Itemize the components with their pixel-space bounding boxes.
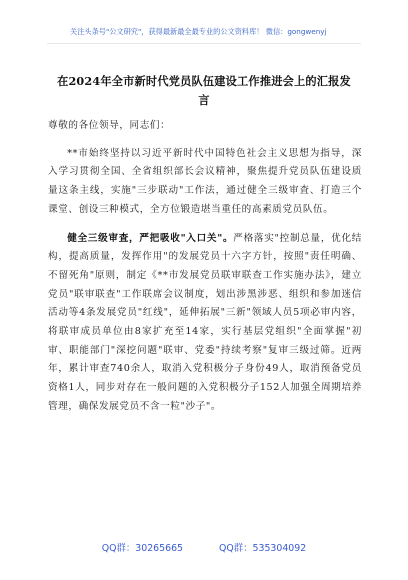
salutation: 尊敬的各位领导，同志们：: [48, 120, 171, 131]
footer-contacts: [0, 540, 408, 554]
header-divider: [47, 43, 361, 44]
paragraph-heading: 健全三级审査，严把吸收"入口关"。: [67, 232, 234, 244]
header-banner: 关注头条号"公文研究"，获得最新最全最专业的公文资料库！ 微信：gongwenyj: [70, 27, 327, 36]
document-title: 在2024年全市新时代党员队伍建设工作推进会上的汇报发言: [57, 74, 351, 107]
paragraph-review: [48, 230, 362, 417]
paragraph-content: 严格落实"控制总量，优化结构，提高质量，发挥作用"的发展党员十六字方针，按照"责任明确、不留死角"原则，制定《**市发展党员联审联查工作实施办法》，建立党员"联审联查"工作联席会议制度，划出涉黑涉恶、组织和参加迷信活动等4条发展党员"红线"，延伸拓展"三新"领域人员5项必审内容，将联审成员单位由8家扩充至14家，实行基层党组织"全面掌握"初审、职能部门"深挖问题"联审、党委"持续考察"复审三级过筛。近两年，累计审查740余人，取消入党积极分子身份49人，取消预备党员资格1人，同步对存在一般问题的入党积极分子152人加强全周期培养管理，确保发展党员不含一粒"沙子"。: [48, 232, 362, 412]
qq-group-2: QQ群：535304092: [219, 543, 307, 554]
paragraph-intro: **市始终坚持以习近平新时代中国特色社会主义思想为指导，深入学习贯彻全国、全省组织部长会议精神，聚焦提升党员队伍建设质量这条主线，实施"三步联动"工作法，通过健全三级审査、打造三个课堂、创设三种模式，全方位锻造堪当重任的高素质党员队伍。: [48, 147, 362, 215]
qq-group-1: QQ群：30265665: [101, 543, 184, 554]
document-body: [48, 117, 362, 417]
